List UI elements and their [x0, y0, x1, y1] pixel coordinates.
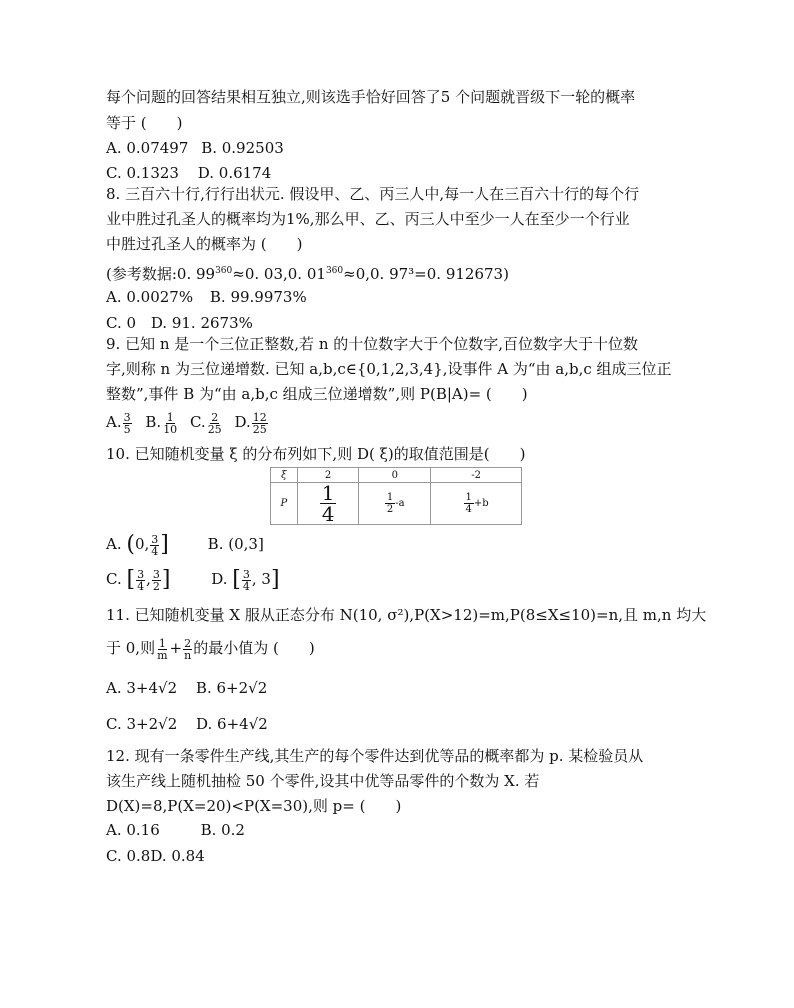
q9-line-1: 9. 已知 n 是一个三位正整数,若 n 的十位数字大于个位数字,百位数字大于十位数: [106, 335, 639, 353]
q9-option-b: B. $\frac{1}{10}$: [145, 410, 178, 436]
q11-options-ab: [106, 678, 267, 698]
q9-option-a: A. $\frac{3}{5}$: [106, 410, 131, 436]
q10-option-b: B. (0,3]: [207, 535, 264, 553]
q10-option-d: D. [ $\frac{3}{4}$ , 3]: [211, 567, 280, 593]
q12-line-2: 该生产线上随机抽检 50 个零件,设其中优等品零件的个数为 X. 若: [106, 772, 540, 790]
q8-options-cd: [106, 313, 253, 333]
q8-option-d: D. 91. 2673%: [150, 314, 253, 332]
q11-option-d: D. 6+4√2: [196, 715, 268, 733]
q8-line-1: 8. 三百六十行,行行出状元. 假设甲、乙、丙三人中,每一人在三百六十行的每个行: [106, 185, 640, 203]
q7-option-b: B. 0.92503: [201, 139, 284, 157]
q10-line-1: 10. 已知随机变量 ξ 的分布列如下,则 D( ξ)的取值范围是( ): [106, 445, 526, 463]
q10-option-c: C. [ $\frac{3}{4}$ , $\frac{3}{2}$ ]: [106, 567, 171, 593]
q9-option-c: C. $\frac{2}{25}$: [189, 410, 222, 436]
q12-options-ab: [106, 820, 245, 840]
table-cell: $\frac{1}{2}$ -a: [359, 483, 431, 525]
q11-line-2: 于 0,则 $\frac{1}{m}$ + $\frac{2}{n}$ 的最小值为 ( ): [106, 636, 315, 662]
distribution-table: [270, 467, 522, 525]
table-cell: -2: [431, 468, 522, 483]
q10-option-a: A. (0, $\frac{3}{4}$ ]: [106, 532, 169, 558]
q8-option-a: A. 0.0027%: [106, 288, 194, 306]
q7-options-cd: [106, 163, 271, 183]
q11-option-b: B. 6+2√2: [195, 679, 268, 697]
q12-option-b: B. 0.2: [200, 821, 245, 839]
q7-option-c: C. 0.1323: [106, 164, 179, 182]
q9-line-3: 整数”,事件 B 为“由 a,b,c 组成三位递增数”,则 P(B|A)= ( ): [106, 385, 528, 403]
q7-line-2: 等于 ( ): [106, 114, 183, 132]
q8-option-c: C. 0: [106, 314, 137, 332]
table-cell: P: [271, 483, 298, 525]
q9-line-2: 字,则称 n 为三位递增数. 已知 a,b,c∈{0,1,2,3,4},设事件 A 为“由 a,b,c 组成三位正: [106, 360, 672, 378]
q9-options: [106, 408, 269, 436]
q8-options-ab: [106, 287, 307, 307]
q9-option-d: D. $\frac{12}{25}$: [234, 410, 267, 436]
q10-options-cd: [106, 565, 280, 594]
table-cell: ξ: [271, 468, 298, 483]
table-row: [271, 483, 522, 525]
q8-reference-data: (参考数据:0. $99^{360}\approx 0$. 03,0. $01^{360}\approx 0,0$. 97³=0. 912673): [106, 265, 509, 283]
table-header-row: [271, 468, 522, 483]
q7-options-ab: [106, 138, 284, 158]
table-cell: 2: [297, 468, 359, 483]
q7-line-1: 每个问题的回答结果相互独立,则该选手恰好回答了5 个问题就晋级下一轮的概率: [106, 88, 636, 106]
q11-option-a: A. 3+4√2: [106, 679, 178, 697]
q12-line-3: D(X)=8,P(X=20)<P(X=30),则 p= ( ): [106, 797, 402, 815]
q11-options-cd: [106, 714, 268, 734]
q7-option-d: D. 0.6174: [197, 164, 272, 182]
q8-line-3: 中胜过孔圣人的概率为 ( ): [106, 235, 303, 253]
q12-option-a: A. 0.16: [106, 821, 160, 839]
table-cell: $\frac{1}{4}$ +b: [431, 483, 522, 525]
q7-option-a: A. 0.07497: [106, 139, 189, 157]
q12-line-1: 12. 现有一条零件生产线,其生产的每个零件达到优等品的概率都为 p. 某检验员从: [106, 747, 644, 765]
table-cell: $\frac{1}{4}$: [297, 483, 359, 525]
q11-option-c: C. 3+2√2: [106, 715, 178, 733]
q8-option-b: B. 99.9973%: [209, 288, 307, 306]
table-cell: 0: [359, 468, 431, 483]
q11-line-1: 11. 已知随机变量 X 服从正态分布 N(10, σ²),P(X>12)=m,P(8≤X≤10)=n,且 m,n 均大: [106, 606, 707, 624]
q10-options-ab: [106, 530, 264, 559]
q8-line-2: 业中胜过孔圣人的概率均为1%,那么甲、乙、丙三人中至少一人在至少一个行业: [106, 210, 630, 228]
q12-options-cd: C. 0.8D. 0.84: [106, 847, 205, 865]
